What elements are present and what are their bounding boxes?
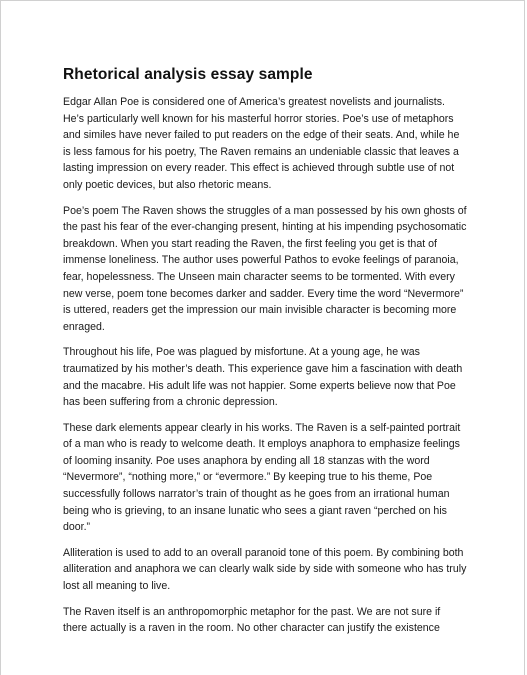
paragraph-4: These dark elements appear clearly in his works. The Raven is a self-painted portrait of a man who is ready to welcome death. It employs anaphora to emphasize feelings of looming insanity. Poe uses anaphora by ending all 18 stanzas with the word “Nevermore”, “nothing more,” or “evermore.” By keeping true to his theme, Poe successfully follows narrator’s train of thought as he goes from an irrational human being who is grieving, to an insane lunatic who sees a giant raven “perched on his door.” — [63, 421, 461, 534]
paragraph-2: Poe’s poem The Raven shows the struggles of a man possessed by his own ghosts of the past his fear of the ever-changing present, hinting at his impending psychosomatic breakdown. When you start reading the Raven, the first feeling you get is that of immense loneliness. The author uses powerful Pathos to evoke feelings of paranoia, fear, hopelessness. The Unseen main character seems to be tormented. With every new verse, poem tone becomes darker and sadder. Every time the word “Nevermore” is uttered, readers get the impression our main invisible character is becoming more enraged. — [63, 204, 467, 333]
paragraph-3: Throughout his life, Poe was plagued by misfortune. At a young age, he was traumatized by his mother’s death. This experience gave him a fascination with death and the macabre. His adult life was not happier. Some experts believe now that Poe has been suffering from a chronic depression. — [63, 346, 463, 409]
paragraph-1: Edgar Allan Poe is considered one of America’s greatest novelists and journalists. He’s particularly well known for his masterful horror stories. Poe’s use of metaphors and similes have never failed to put readers on the edge of their seats. And, while he is less famous for his poetry, The Raven remains an undeniable classic that leaves a lasting impression on every reader. This effect is achieved through subtle use of not only poetic devices, but also rhetoric means. — [63, 96, 460, 191]
paragraph-5: Alliteration is used to add to an overall paranoid tone of this poem. By combining both alliteration and anaphora we can clearly walk side by side with someone who has truly lost all meaning to live. — [63, 546, 467, 593]
paragraph-6: The Raven itself is an anthropomorphic metaphor for the past. We are not sure if there actually is a raven in the room. No other character can justify the existence — [63, 605, 441, 635]
document-body — [63, 65, 467, 646]
document-title: Rhetorical analysis essay sample — [63, 66, 313, 83]
